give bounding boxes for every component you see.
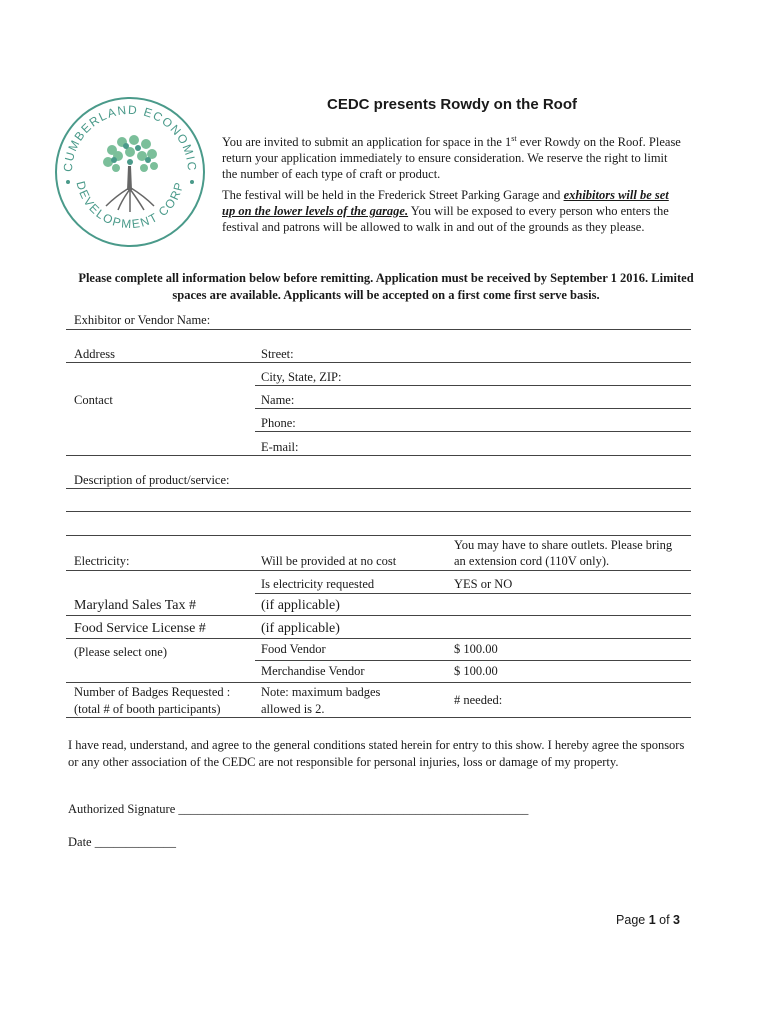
address-label: Address [74, 347, 115, 361]
email-field[interactable] [66, 455, 691, 456]
city-state-zip-label: City, State, ZIP: [261, 370, 342, 384]
description-field-line-2[interactable] [66, 511, 691, 512]
vendor-name-field[interactable] [66, 329, 691, 330]
divider-vendor-type [66, 682, 691, 683]
description-label: Description of product/service: [74, 473, 230, 487]
instructions-notice: Please complete all information below before remitting. Application must be received by September 1 2016. Limited spaces are available. Applicants will be accepted on a first come first serve basis. [78, 271, 694, 302]
intro-superscript: st [511, 134, 517, 143]
food-license-if-applicable: (if applicable) [261, 621, 340, 636]
badges-needed-field[interactable] [66, 717, 691, 718]
divider-electricity-requested [255, 593, 691, 594]
badges-needed-label: # needed: [454, 693, 503, 707]
intro-text-rest: Roof. Please return your application immediately to ensure consideration. We reserve the right to limit the number of each type of craft or product. [222, 135, 681, 182]
description-field-line-1[interactable] [66, 488, 691, 489]
sales-tax-label: Maryland Sales Tax # [74, 598, 197, 613]
intro-text-start: You are invited to submit an application for space in the 1 [222, 135, 512, 150]
svg-text:CUMBERLAND ECONOMIC: CUMBERLAND ECONOMIC [60, 102, 200, 173]
phone-label: Phone: [261, 416, 296, 430]
sales-tax-if-applicable: (if applicable) [261, 598, 340, 613]
electricity-provided-text: Will be provided at no cost [261, 554, 397, 568]
divider-electricity [66, 570, 691, 571]
food-license-label: Food Service License # [74, 621, 206, 636]
page-of-word: of [655, 913, 674, 927]
electricity-label: Electricity: [74, 554, 130, 568]
contact-label: Contact [74, 393, 113, 407]
festival-text-end: You will be exposed to every person who enters the festival and patrons will be allowed to walk in and out of the grounds as they please. [222, 204, 669, 234]
electricity-yes-no[interactable]: YES or NO [454, 577, 513, 591]
badges-label-line1: Number of Badges Requested : [74, 685, 231, 699]
badges-label-line2: (total # of booth participants) [74, 702, 221, 716]
festival-paragraph [222, 187, 682, 235]
phone-field[interactable] [255, 431, 691, 432]
merchandise-vendor-option[interactable]: Merchandise Vendor [261, 664, 365, 678]
food-vendor-price: $ 100.00 [454, 642, 498, 656]
page-word: Page [616, 913, 649, 927]
page-total: 3 [673, 913, 680, 927]
contact-name-label: Name: [261, 393, 295, 407]
intro-text-end: ever Rowdy on the [516, 135, 615, 150]
authorized-signature-field[interactable]: Authorized Signature ________________________________________________________ [68, 802, 529, 816]
festival-text-start: The festival will be held in the Frederick Street Parking Garage and [222, 188, 564, 202]
page-number [616, 913, 680, 927]
select-one-label: (Please select one) [74, 645, 168, 659]
agreement-text: I have read, understand, and agree to the general conditions stated herein for entry to this show. I hereby agree the sponsors or any other association of the CEDC are not responsible for personal injuries, loss or damage of my property. [68, 738, 685, 769]
description-field-line-3[interactable] [66, 535, 691, 536]
merchandise-vendor-price: $ 100.00 [454, 664, 498, 678]
badges-note-line1: Note: maximum badges [261, 685, 381, 699]
vendor-name-label: Exhibitor or Vendor Name: [74, 313, 211, 327]
city-state-zip-field[interactable] [255, 385, 691, 386]
electricity-note: You may have to share outlets. Please bring an extension cord (110V only). [454, 538, 673, 568]
food-vendor-option[interactable]: Food Vendor [261, 642, 326, 656]
sales-tax-field[interactable] [66, 615, 691, 616]
date-field[interactable]: Date _____________ [68, 835, 176, 849]
street-field[interactable] [66, 362, 691, 363]
svg-text:DEVELOPMENT CORP: DEVELOPMENT CORP [73, 179, 187, 232]
electricity-requested-label: Is electricity requested [261, 577, 375, 591]
badges-note-line2: allowed is 2. [261, 702, 325, 716]
divider-food-vendor [255, 660, 691, 661]
cedc-logo [50, 92, 210, 252]
contact-name-field[interactable] [255, 408, 691, 409]
tree-logo-icon [50, 92, 210, 252]
festival-emphasis: exhibitors will be set up on the lower levels of the garage. [222, 188, 669, 218]
intro-paragraph [222, 131, 682, 182]
page-current: 1 [648, 913, 656, 927]
page-title: CEDC presents Rowdy on the Roof [326, 96, 577, 113]
email-label: E-mail: [261, 440, 299, 454]
street-label: Street: [261, 347, 294, 361]
food-license-field[interactable] [66, 638, 691, 639]
